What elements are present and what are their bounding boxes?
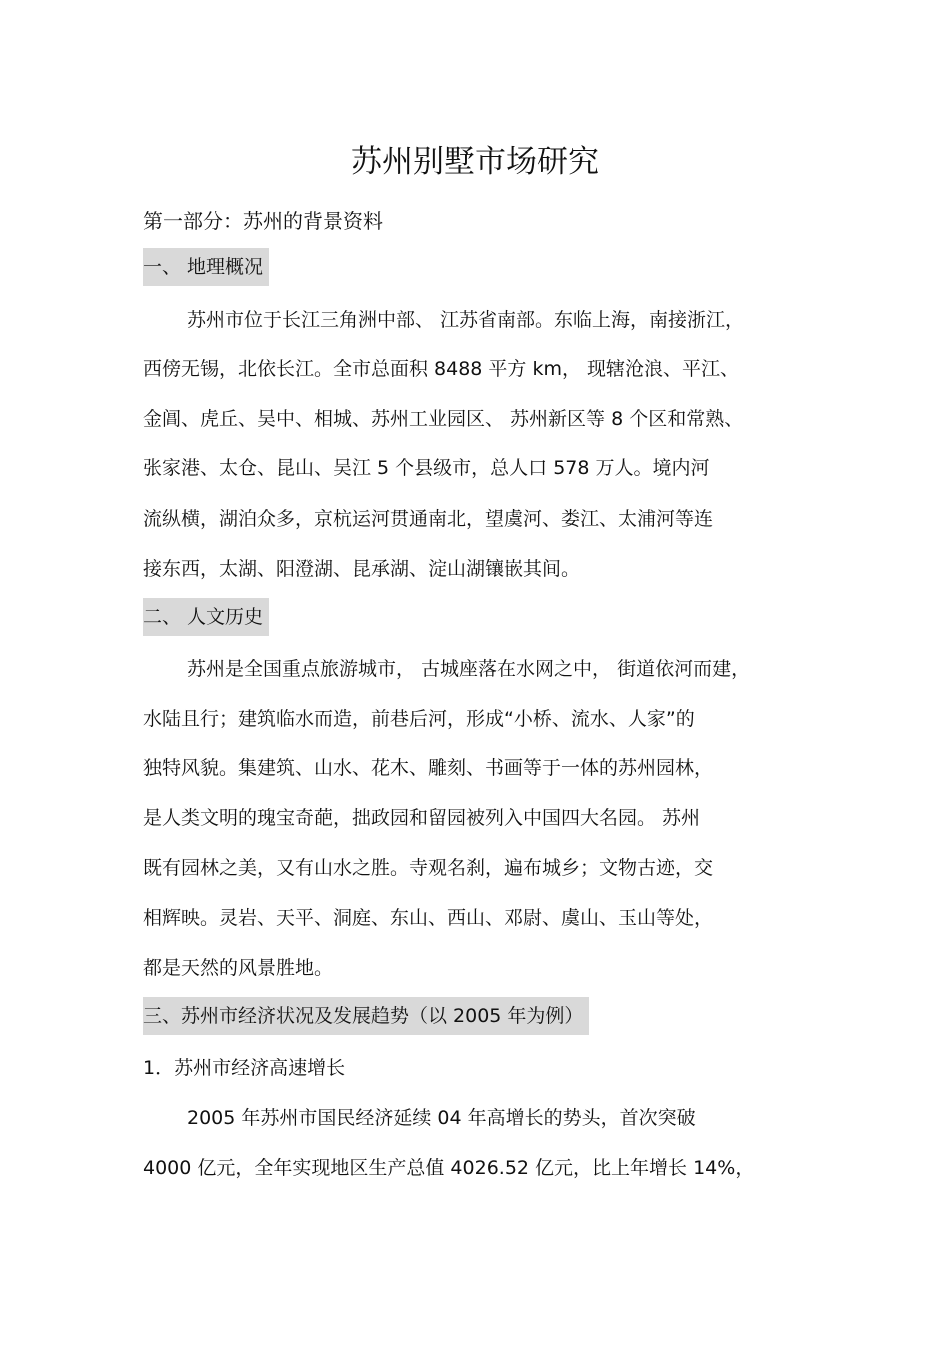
part-heading: 第一部分：苏州的背景资料 <box>143 209 383 233</box>
section-heading-geography: 一、 地理概况 <box>143 248 269 286</box>
paragraph-line: 西傍无锡，北依长江。全市总面积 8488 平方 km， 现辖沧浪、平江、 <box>143 358 740 380</box>
paragraph-line: 4000 亿元，全年实现地区生产总值 4026.52 亿元，比上年增长 14%， <box>143 1157 755 1179</box>
paragraph-line: 流纵横，湖泊众多，京杭运河贯通南北，望虞河、娄江、太浦河等连 <box>143 508 714 530</box>
paragraph-line: 金阊、虎丘、吴中、相城、苏州工业园区、 苏州新区等 8 个区和常熟、 <box>143 408 744 430</box>
paragraph-line: 既有园林之美，又有山水之胜。寺观名刹，遍布城乡；文物古迹，交 <box>143 857 714 879</box>
section-heading-history: 二、 人文历史 <box>143 598 269 636</box>
subsection-heading: 1．苏州市经济高速增长 <box>143 1057 346 1079</box>
paragraph-line: 是人类文明的瑰宝奇葩，拙政园和留园被列入中国四大名园。 苏州 <box>143 807 701 829</box>
paragraph-line: 苏州是全国重点旅游城市， 古城座落在水网之中， 街道依河而建， <box>187 658 751 680</box>
paragraph-line: 相辉映。灵岩、天平、洞庭、东山、西山、邓尉、虞山、玉山等处， <box>143 907 714 929</box>
section-heading-economy: 三、苏州市经济状况及发展趋势（以 2005 年为例） <box>143 997 589 1035</box>
paragraph-line: 2005 年苏州市国民经济延续 04 年高增长的势头，首次突破 <box>187 1107 696 1129</box>
document-title: 苏州别墅市场研究 <box>351 144 599 180</box>
paragraph-line: 接东西，太湖、阳澄湖、昆承湖、淀山湖镶嵌其间。 <box>143 558 581 580</box>
paragraph-line: 独特风貌。集建筑、山水、花木、雕刻、书画等于一体的苏州园林， <box>143 757 714 779</box>
paragraph-line: 苏州市位于长江三角洲中部、 江苏省南部。东临上海，南接浙江， <box>187 309 745 331</box>
paragraph-line: 都是天然的风景胜地。 <box>143 957 334 979</box>
paragraph-line: 水陆且行；建筑临水而造，前巷后河，形成“小桥、流水、人家”的 <box>143 708 695 730</box>
paragraph-line: 张家港、太仓、昆山、吴江 5 个县级市，总人口 578 万人。境内河 <box>143 457 710 479</box>
